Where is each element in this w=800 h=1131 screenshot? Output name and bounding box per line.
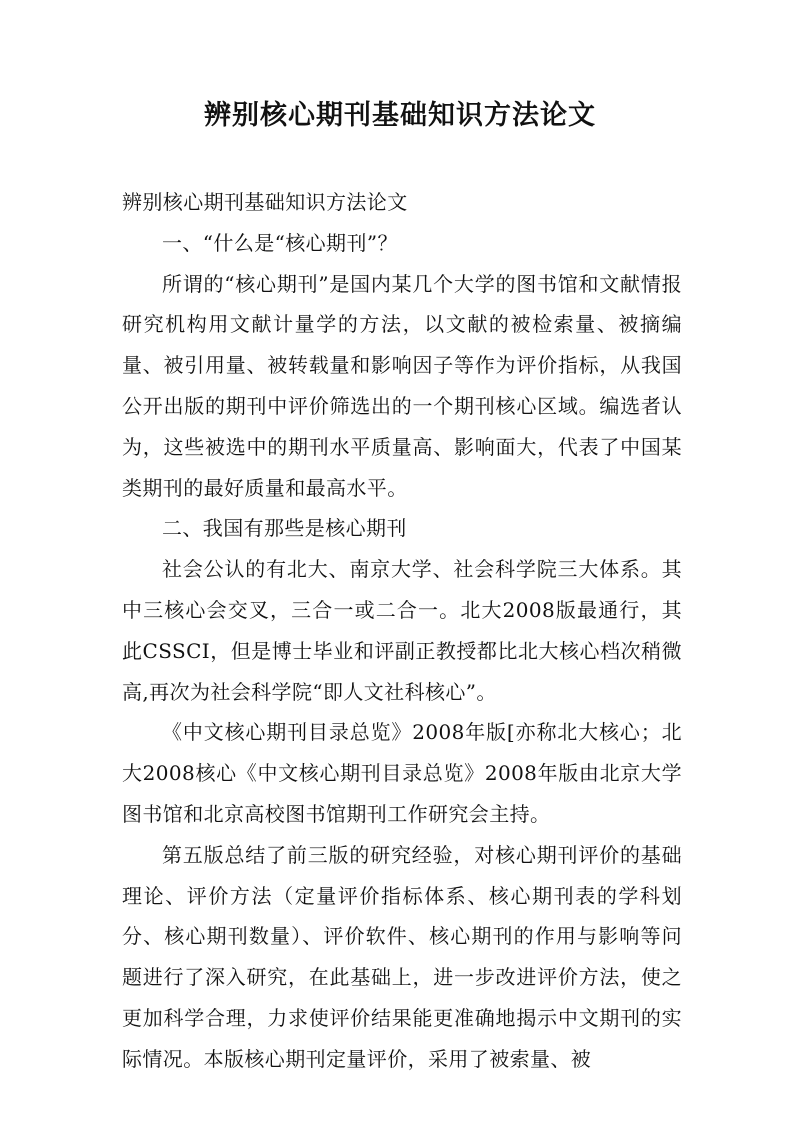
paragraph-pku-core: 《中文核心期刊目录总览》2008年版[亦称北大核心；北大2008核心《中文核心期刊目录总览》2008年版由北京大学图书馆和北京高校图书馆期刊工作研究会主持。 bbox=[122, 720, 682, 826]
paragraph-definition: 所谓的“核心期刊”是国内某几个大学的图书馆和文献情报研究机构用文献计量学的方法，以文献的被检索量、被摘编量、被引用量、被转载量和影响因子等作为评价指标，从我国公开出版的期刊中评价筛选出的一个期刊核心区域。编选者认为，这些被选中的期刊水平质量高、影响面大，代表了中国某类期刊的最好质量和最高水平。 bbox=[122, 271, 682, 500]
document-body bbox=[122, 182, 682, 1080]
paragraph-fifth-edition: 第五版总结了前三版的研究经验，对核心期刊评价的基础理论、评价方法（定量评价指标体系、核心期刊表的学科划分、核心期刊数量）、评价软件、核心期刊的作用与影响等问题进行了深入研究，在此基础上，进一步改进评价方法，使之更加科学合理，力求使评价结果能更准确地揭示中文期刊的实际情况。本版核心期刊定量评价，采用了被索量、被 bbox=[122, 842, 682, 1071]
intro-paragraph: 辨别核心期刊基础知识方法论文 bbox=[122, 190, 408, 214]
section-heading-2: 二、我国有那些是核心期刊 bbox=[162, 516, 407, 541]
paragraph-systems: 社会公认的有北大、南京大学、社会科学院三大体系。其中三核心会交叉，三合一或二合一。北大2008版最通行，其此CSSCI，但是博士毕业和评副正教授都比北大核心档次稍微高,再次为社会科学院“即人文社科核心”。 bbox=[122, 557, 682, 704]
section-heading-1: 一、“什么是“核心期刊”？ bbox=[162, 230, 398, 255]
document-title: 辨别核心期刊基础知识方法论文 bbox=[204, 100, 596, 131]
